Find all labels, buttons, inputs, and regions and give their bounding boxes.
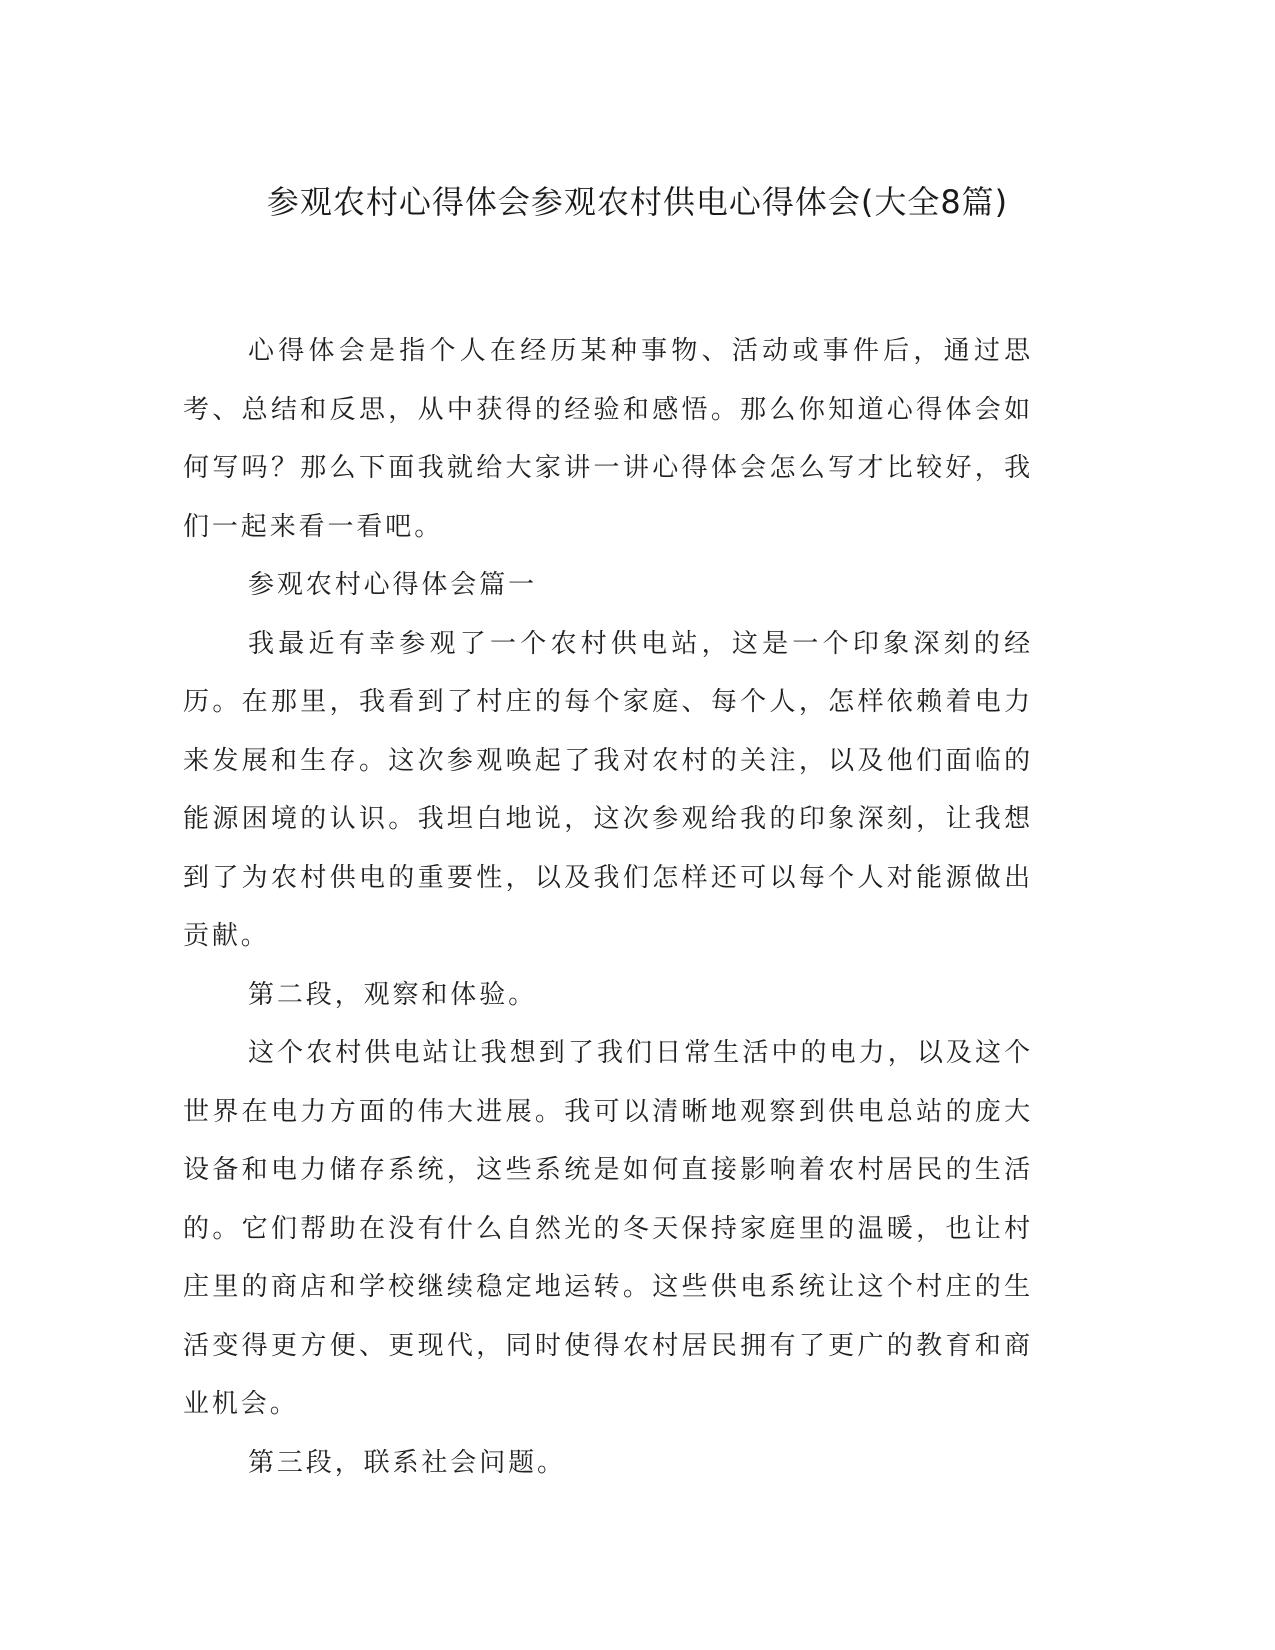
document-body (183, 322, 1033, 1492)
body-paragraph: 这个农村供电站让我想到了我们日常生活中的电力，以及这个世界在电力方面的伟大进展。我可以清晰地观察到供电总站的庞大设备和电力储存系统，这些系统是如何直接影响着农村居民的生活的。它们帮助在没有什么自然光的冬天保持家庭里的温暖，也让村庄里的商店和学校继续稳定地运转。这些供电系统让这个村庄的生活变得更方便、更现代，同时使得农村居民拥有了更广的教育和商业机会。 (183, 1038, 1033, 1419)
section-heading-third: 第三段，联系社会问题。 (248, 1447, 566, 1478)
body-paragraph: 我最近有幸参观了一个农村供电站，这是一个印象深刻的经历。在那里，我看到了村庄的每个家庭、每个人，怎样依赖着电力来发展和生存。这次参观唤起了我对农村的关注，以及他们面临的能源困境的认识。我坦白地说，这次参观给我的印象深刻，让我想到了为农村供电的重要性，以及我们怎样还可以每个人对能源做出贡献。 (183, 628, 1033, 951)
section-heading-part-one: 参观农村心得体会篇一 (248, 570, 538, 600)
document-title: 参观农村心得体会参观农村供电心得体会(大全8篇) (266, 183, 1009, 221)
intro-paragraph: 心得体会是指个人在经历某种事物、活动或事件后，通过思考、总结和反思，从中获得的经验和感悟。那么你知道心得体会如何写吗？那么下面我就给大家讲一讲心得体会怎么写才比较好，我们一起来看一看吧。 (183, 336, 1033, 542)
section-heading-second: 第二段，观察和体验。 (248, 979, 538, 1010)
